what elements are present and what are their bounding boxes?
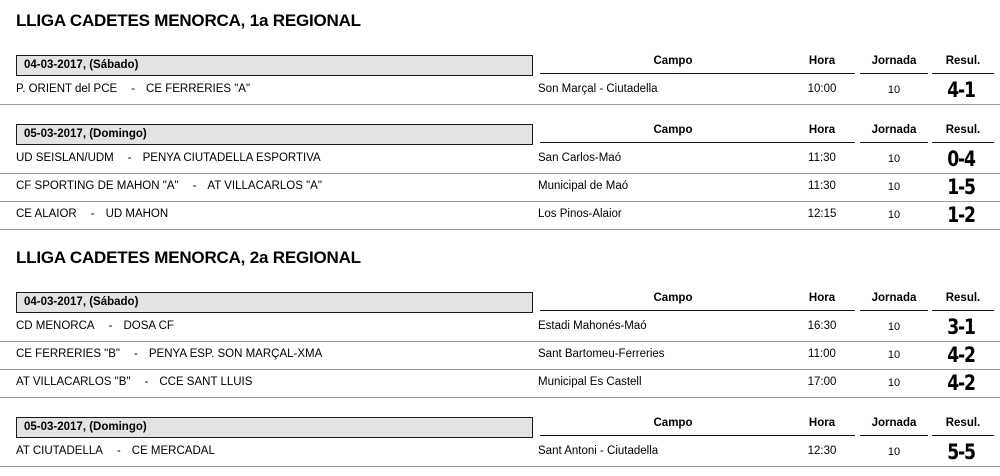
match-time: 10:00 — [807, 83, 837, 96]
column-header-resul: Resul. — [932, 56, 994, 74]
column-header-jornada: Jornada — [860, 418, 928, 436]
match-venue: Sant Bartomeu-Ferreries — [538, 348, 665, 361]
match-teams — [16, 202, 531, 228]
home-team: CE FERRERIES "B" — [16, 348, 121, 361]
column-header-resul: Resul. — [932, 293, 994, 311]
match-matchday: 10 — [887, 320, 901, 333]
column-header-hora: Hora — [789, 125, 855, 143]
match-row — [0, 202, 1000, 230]
match-teams — [16, 174, 531, 200]
match-row — [0, 439, 1000, 467]
match-venue: San Carlos-Maó — [538, 152, 622, 165]
away-team: AT VILLACARLOS "A" — [207, 180, 322, 193]
home-team: CF SPORTING DE MAHON "A" — [16, 180, 179, 193]
group-header — [0, 124, 1000, 146]
match-result: 1-5 — [947, 174, 975, 199]
match-venue: Sant Antoni - Ciutadella — [538, 445, 659, 458]
match-matchday: 10 — [887, 376, 901, 389]
match-time: 11:30 — [808, 152, 836, 165]
match-time: 12:15 — [807, 208, 837, 221]
match-time: 11:30 — [808, 180, 836, 193]
match-time: 12:30 — [807, 445, 837, 458]
away-team: UD MAHON — [105, 208, 169, 221]
away-team: DOSA CF — [123, 320, 174, 333]
title-gap-2 — [0, 266, 1000, 292]
section-gap — [0, 230, 1000, 249]
date-label: 05-03-2017, (Domingo) — [24, 127, 147, 140]
match-row — [0, 370, 1000, 398]
match-matchday: 10 — [887, 180, 901, 193]
away-team: CE FERRERIES "A" — [146, 83, 251, 96]
column-header-hora: Hora — [789, 56, 855, 74]
match-venue: Municipal Es Castell — [538, 376, 642, 389]
match-time: 11:00 — [808, 348, 836, 361]
match-teams — [16, 370, 531, 396]
group-header — [0, 55, 1000, 77]
match-teams — [16, 77, 531, 103]
match-venue: Los Pinos-Alaior — [538, 208, 622, 221]
match-result: 5-5 — [947, 439, 975, 464]
column-header-campo: Campo — [540, 418, 806, 436]
match-matchday: 10 — [887, 208, 901, 221]
home-team: CD MENORCA — [16, 320, 95, 333]
column-header-campo: Campo — [540, 125, 806, 143]
match-row — [0, 77, 1000, 105]
league-title-2: LLIGA CADETES MENORCA, 2a REGIONAL — [16, 248, 361, 267]
home-team: CE ALAIOR — [16, 208, 77, 221]
match-result: 1-2 — [947, 202, 975, 227]
date-label: 04-03-2017, (Sábado) — [24, 58, 139, 71]
away-team: CCE SANT LLUIS — [159, 376, 253, 389]
group-header — [0, 292, 1000, 314]
match-row — [0, 342, 1000, 370]
vs-separator: - — [192, 180, 197, 193]
date-bar — [16, 55, 533, 76]
column-header-resul: Resul. — [932, 125, 994, 143]
date-bar — [16, 292, 533, 313]
date-label: 05-03-2017, (Domingo) — [24, 420, 147, 433]
match-result: 3-1 — [947, 314, 975, 339]
date-bar — [16, 124, 533, 145]
date-group — [0, 124, 1000, 230]
match-teams — [16, 342, 531, 368]
group-gap — [0, 398, 1000, 417]
match-teams — [16, 314, 531, 340]
match-row — [0, 146, 1000, 174]
column-header-campo: Campo — [540, 56, 806, 74]
home-team: AT CIUTADELLA — [16, 445, 103, 458]
date-group — [0, 417, 1000, 467]
match-matchday: 10 — [887, 83, 901, 96]
match-venue: Son Marçal - Ciutadella — [538, 83, 658, 96]
match-matchday: 10 — [887, 445, 901, 458]
group-gap — [0, 105, 1000, 124]
date-label: 04-03-2017, (Sábado) — [24, 295, 139, 308]
vs-separator: - — [131, 83, 136, 96]
match-result: 4-2 — [947, 342, 975, 367]
match-matchday: 10 — [887, 152, 901, 165]
vs-separator: - — [90, 208, 95, 221]
match-venue: Estadi Mahonés-Maó — [538, 320, 647, 333]
match-row — [0, 174, 1000, 202]
match-time: 16:30 — [807, 320, 837, 333]
date-group — [0, 292, 1000, 398]
match-time: 17:00 — [807, 376, 837, 389]
match-matchday: 10 — [887, 348, 901, 361]
match-teams — [16, 146, 531, 172]
home-team: AT VILLACARLOS "B" — [16, 376, 131, 389]
vs-separator: - — [116, 445, 121, 458]
match-result: 4-1 — [947, 77, 975, 102]
vs-separator: - — [127, 152, 132, 165]
vs-separator: - — [144, 376, 149, 389]
group-header — [0, 417, 1000, 439]
away-team: CE MERCADAL — [131, 445, 215, 458]
match-teams — [16, 439, 531, 465]
date-group — [0, 55, 1000, 105]
column-header-resul: Resul. — [932, 418, 994, 436]
vs-separator: - — [134, 348, 138, 361]
match-result: 4-2 — [947, 370, 975, 395]
match-row — [0, 314, 1000, 342]
match-result: 0-4 — [947, 146, 975, 171]
column-header-hora: Hora — [789, 418, 855, 436]
column-header-hora: Hora — [789, 293, 855, 311]
column-header-jornada: Jornada — [860, 56, 928, 74]
away-team: PENYA ESP. SON MARÇAL-XMA — [148, 348, 323, 361]
vs-separator: - — [108, 320, 113, 333]
date-bar — [16, 417, 533, 438]
home-team: UD SEISLAN/UDM — [16, 152, 114, 165]
title-gap-1 — [0, 29, 1000, 55]
column-header-campo: Campo — [540, 293, 806, 311]
away-team: PENYA CIUTADELLA ESPORTIVA — [142, 152, 321, 165]
league-title-1: LLIGA CADETES MENORCA, 1a REGIONAL — [16, 11, 361, 30]
match-venue: Municipal de Maó — [538, 180, 629, 193]
column-header-jornada: Jornada — [860, 293, 928, 311]
home-team: P. ORIENT del PCE — [16, 83, 118, 96]
column-header-jornada: Jornada — [860, 125, 928, 143]
